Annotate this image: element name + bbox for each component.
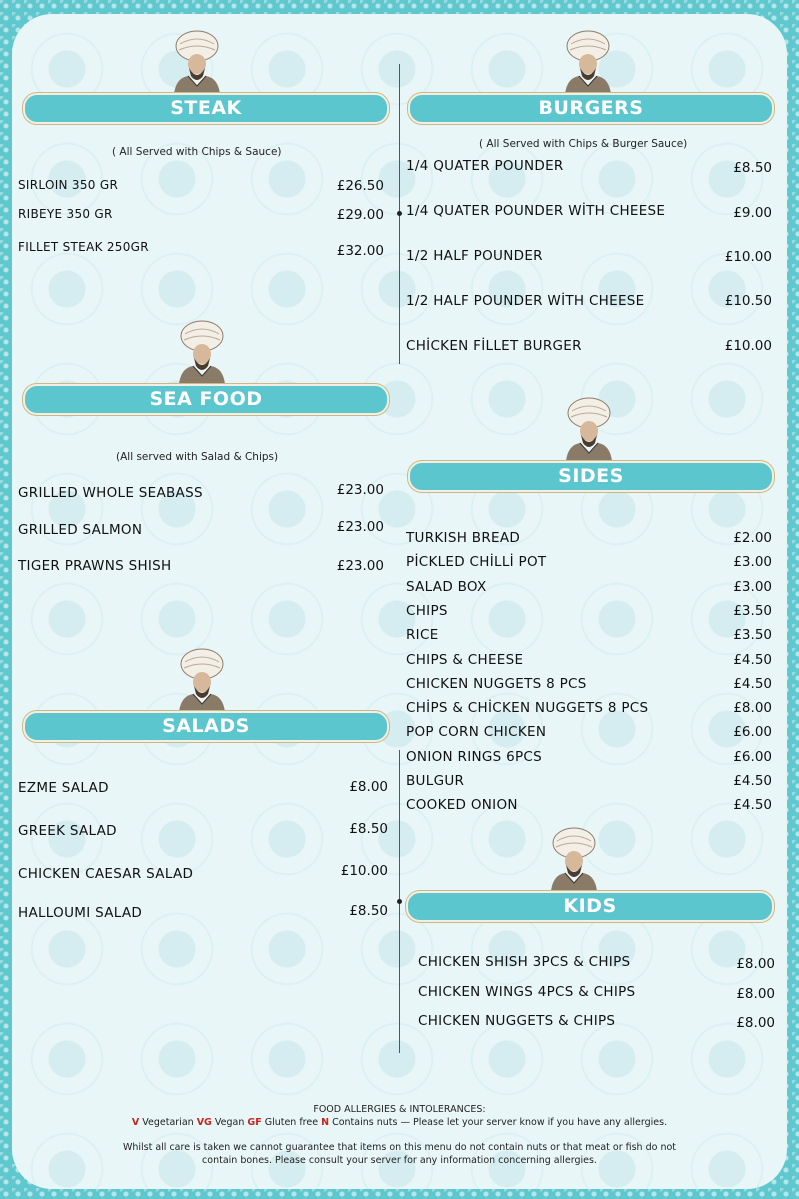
menu-item-price: £4.50 [733, 797, 772, 814]
section-banner-salads: SALADS [23, 711, 389, 742]
menu-item-name: RICE [406, 627, 439, 644]
menu-item-price: £8.50 [349, 821, 388, 837]
menu-item-price: £29.00 [336, 207, 384, 223]
menu-item-price: £8.00 [736, 986, 775, 1002]
steak-note: ( All Served with Chips & Sauce) [112, 146, 282, 158]
sultan-portrait-icon [557, 30, 619, 94]
menu-item-name: SIRLOIN 350 GR [18, 178, 119, 192]
allergen-text: Contains nuts — Please let your server know if you have any allergies. [329, 1117, 668, 1128]
allergy-legend [100, 1116, 699, 1129]
menu-item-price: £3.50 [733, 602, 772, 619]
sultan-portrait-icon [171, 648, 233, 712]
menu-item-name: CHİPS & CHİCKEN NUGGETS 8 PCS [406, 700, 649, 717]
menu-item-name: CHIPS & CHEESE [406, 651, 524, 668]
menu-item-name: 1/4 QUATER POUNDER WİTH CHEESE [406, 203, 666, 219]
menu-item-name: HALLOUMI SALAD [18, 905, 143, 921]
menu-item-price: £32.00 [336, 243, 384, 259]
menu-item-name: SALAD BOX [406, 578, 487, 595]
section-banner-steak: STEAK [23, 93, 389, 124]
allergen-code-gf: GF [247, 1117, 262, 1128]
menu-item-name: 1/2 HALF POUNDER WİTH CHEESE [406, 293, 645, 309]
menu-item-price: £6.00 [733, 724, 772, 741]
menu-item-name: EZME SALAD [18, 780, 109, 796]
burgers-note: ( All Served with Chips & Burger Sauce) [479, 138, 688, 150]
menu-item-name: 1/2 HALF POUNDER [406, 248, 543, 264]
menu-item-price: £8.50 [349, 903, 388, 919]
menu-item-name: BULGUR [406, 773, 465, 789]
sultan-portrait-icon [171, 320, 233, 384]
menu-item-price: £3.00 [733, 578, 772, 595]
allergy-disclaimer: Whilst all care is taken we cannot guarantee that items on this menu do not contain nuts or that meat or fish do not contain bones. Please consult your server for any information concerning allergies. [122, 1142, 677, 1166]
menu-item-name: COOKED ONION [406, 797, 518, 814]
menu-item-price: £10.00 [724, 338, 772, 354]
allergen-text: Vegan [211, 1117, 248, 1128]
allergy-heading: FOOD ALLERGIES & INTOLERANCES: [313, 1104, 486, 1115]
menu-item-name: ONION RINGS 6PCS [406, 748, 543, 765]
menu-item-price: £10.00 [724, 249, 772, 265]
allergen-code-vg: VG [196, 1117, 212, 1128]
menu-item-name: CHICKEN NUGGETS 8 PCS [406, 675, 587, 692]
menu-item-name: 1/4 QUATER POUNDER [406, 158, 564, 174]
menu-item-name: TURKISH BREAD [406, 530, 521, 546]
menu-item-price: £4.50 [733, 773, 772, 789]
menu-item-price: £8.00 [733, 700, 772, 717]
menu-item-name: CHIPS [406, 602, 448, 619]
section-banner-kids: KIDS [406, 891, 774, 922]
menu-item-price: £23.00 [336, 482, 384, 498]
menu-item-price: £4.50 [733, 651, 772, 668]
sultan-portrait-icon [166, 30, 228, 94]
menu-item-price: £2.00 [733, 530, 772, 546]
sultan-portrait-icon [543, 827, 605, 891]
menu-item-name: GREEK SALAD [18, 823, 117, 839]
menu-item-name: CHICKEN WINGS 4PCS & CHIPS [418, 984, 636, 1000]
menu-item-price: £3.50 [733, 627, 772, 644]
menu-item-price: £8.00 [349, 779, 388, 795]
menu-item-price: £6.00 [733, 748, 772, 765]
menu-item-price: £23.00 [336, 558, 384, 574]
menu-item-price: £10.50 [724, 293, 772, 309]
menu-item-price: £23.00 [336, 519, 384, 535]
menu-item-price: £10.00 [340, 863, 388, 879]
menu-item-name: CHICKEN SHISH 3PCS & CHIPS [418, 954, 631, 970]
allergen-text: Vegetarian [139, 1117, 197, 1128]
menu-item-price: £4.50 [733, 675, 772, 692]
sultan-portrait-icon [558, 397, 620, 461]
allergen-code-n: N [321, 1117, 330, 1128]
menu-item-name: TIGER PRAWNS SHISH [18, 558, 172, 574]
menu-item-name: GRILLED SALMON [18, 522, 143, 538]
allergen-code-v: V [131, 1117, 140, 1128]
menu-item-price: £26.50 [336, 178, 384, 194]
menu-item-price: £3.00 [733, 554, 772, 571]
section-banner-seafood: SEA FOOD [23, 384, 389, 415]
seafood-note: (All served with Salad & Chips) [116, 451, 279, 463]
menu-item-price: £9.00 [733, 205, 772, 221]
menu-item-name: FILLET STEAK 250GR [18, 240, 149, 254]
menu-item-name: RIBEYE 350 GR [18, 207, 113, 221]
menu-item-price: £8.00 [736, 956, 775, 972]
menu-item-name: CHİCKEN FİLLET BURGER [406, 338, 582, 354]
menu-item-price: £8.00 [736, 1015, 775, 1031]
menu-item-name: CHICKEN CAESAR SALAD [18, 866, 194, 882]
menu-item-name: GRILLED WHOLE SEABASS [18, 485, 203, 501]
menu-item-name: POP CORN CHICKEN [406, 724, 547, 741]
divider-dot [397, 899, 402, 904]
section-banner-burgers: BURGERS [408, 93, 774, 124]
allergen-text: Gluten free [261, 1117, 322, 1128]
menu-item-price: £8.50 [733, 160, 772, 176]
section-banner-sides: SIDES [408, 461, 774, 492]
menu-item-name: CHICKEN NUGGETS & CHIPS [418, 1013, 616, 1029]
divider-dot [397, 211, 402, 216]
menu-item-name: PİCKLED CHİLLİ POT [406, 554, 547, 571]
